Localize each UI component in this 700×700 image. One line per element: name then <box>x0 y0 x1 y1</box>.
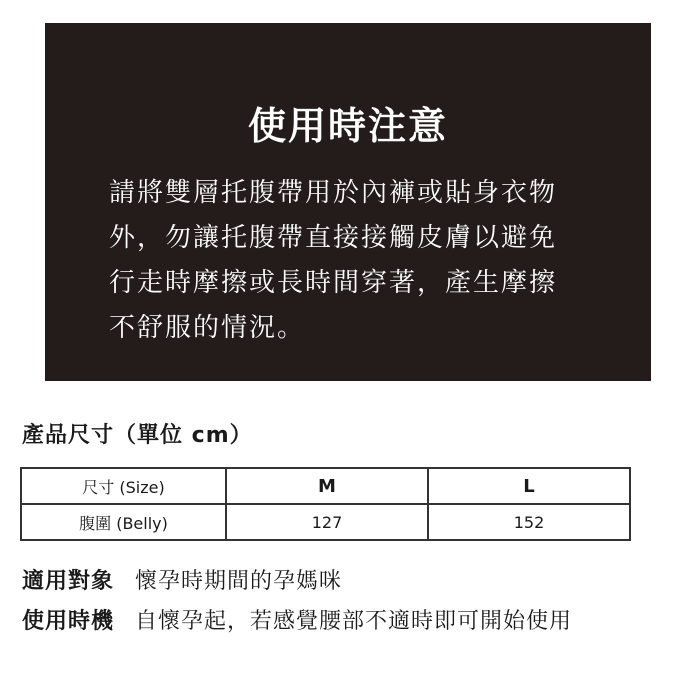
usage-notice-panel <box>45 23 651 381</box>
table-cell: 腹圍 (Belly) <box>21 504 226 540</box>
info-label: 適用對象 <box>22 569 115 594</box>
info-label: 使用時機 <box>22 609 115 634</box>
table-header-cell: M <box>226 468 428 504</box>
notice-line: 行走時摩擦或長時間穿著，產生摩擦 <box>109 268 558 298</box>
table-header-row <box>21 468 630 504</box>
table-header-cell: 尺寸 (Size) <box>21 468 226 504</box>
table-cell: 127 <box>226 504 428 540</box>
size-table <box>20 467 631 541</box>
notice-line: 外，勿讓托腹帶直接接觸皮膚以避免 <box>109 223 558 253</box>
notice-line: 請將雙層托腹帶用於內褲或貼身衣物 <box>109 178 558 208</box>
notice-body <box>109 171 589 351</box>
info-row-target-users <box>22 565 342 599</box>
table-header-cell: L <box>428 468 630 504</box>
info-row-usage-timing <box>22 605 572 639</box>
size-section-heading: 產品尺寸（單位 cm） <box>22 423 253 448</box>
info-value: 自懷孕起，若感覺腰部不適時即可開始使用 <box>135 609 573 634</box>
notice-line: 不舒服的情況。 <box>109 313 306 343</box>
notice-title: 使用時注意 <box>247 104 448 148</box>
info-value: 懷孕時期間的孕媽咪 <box>135 569 343 594</box>
table-cell: 152 <box>428 504 630 540</box>
table-row <box>21 504 630 540</box>
